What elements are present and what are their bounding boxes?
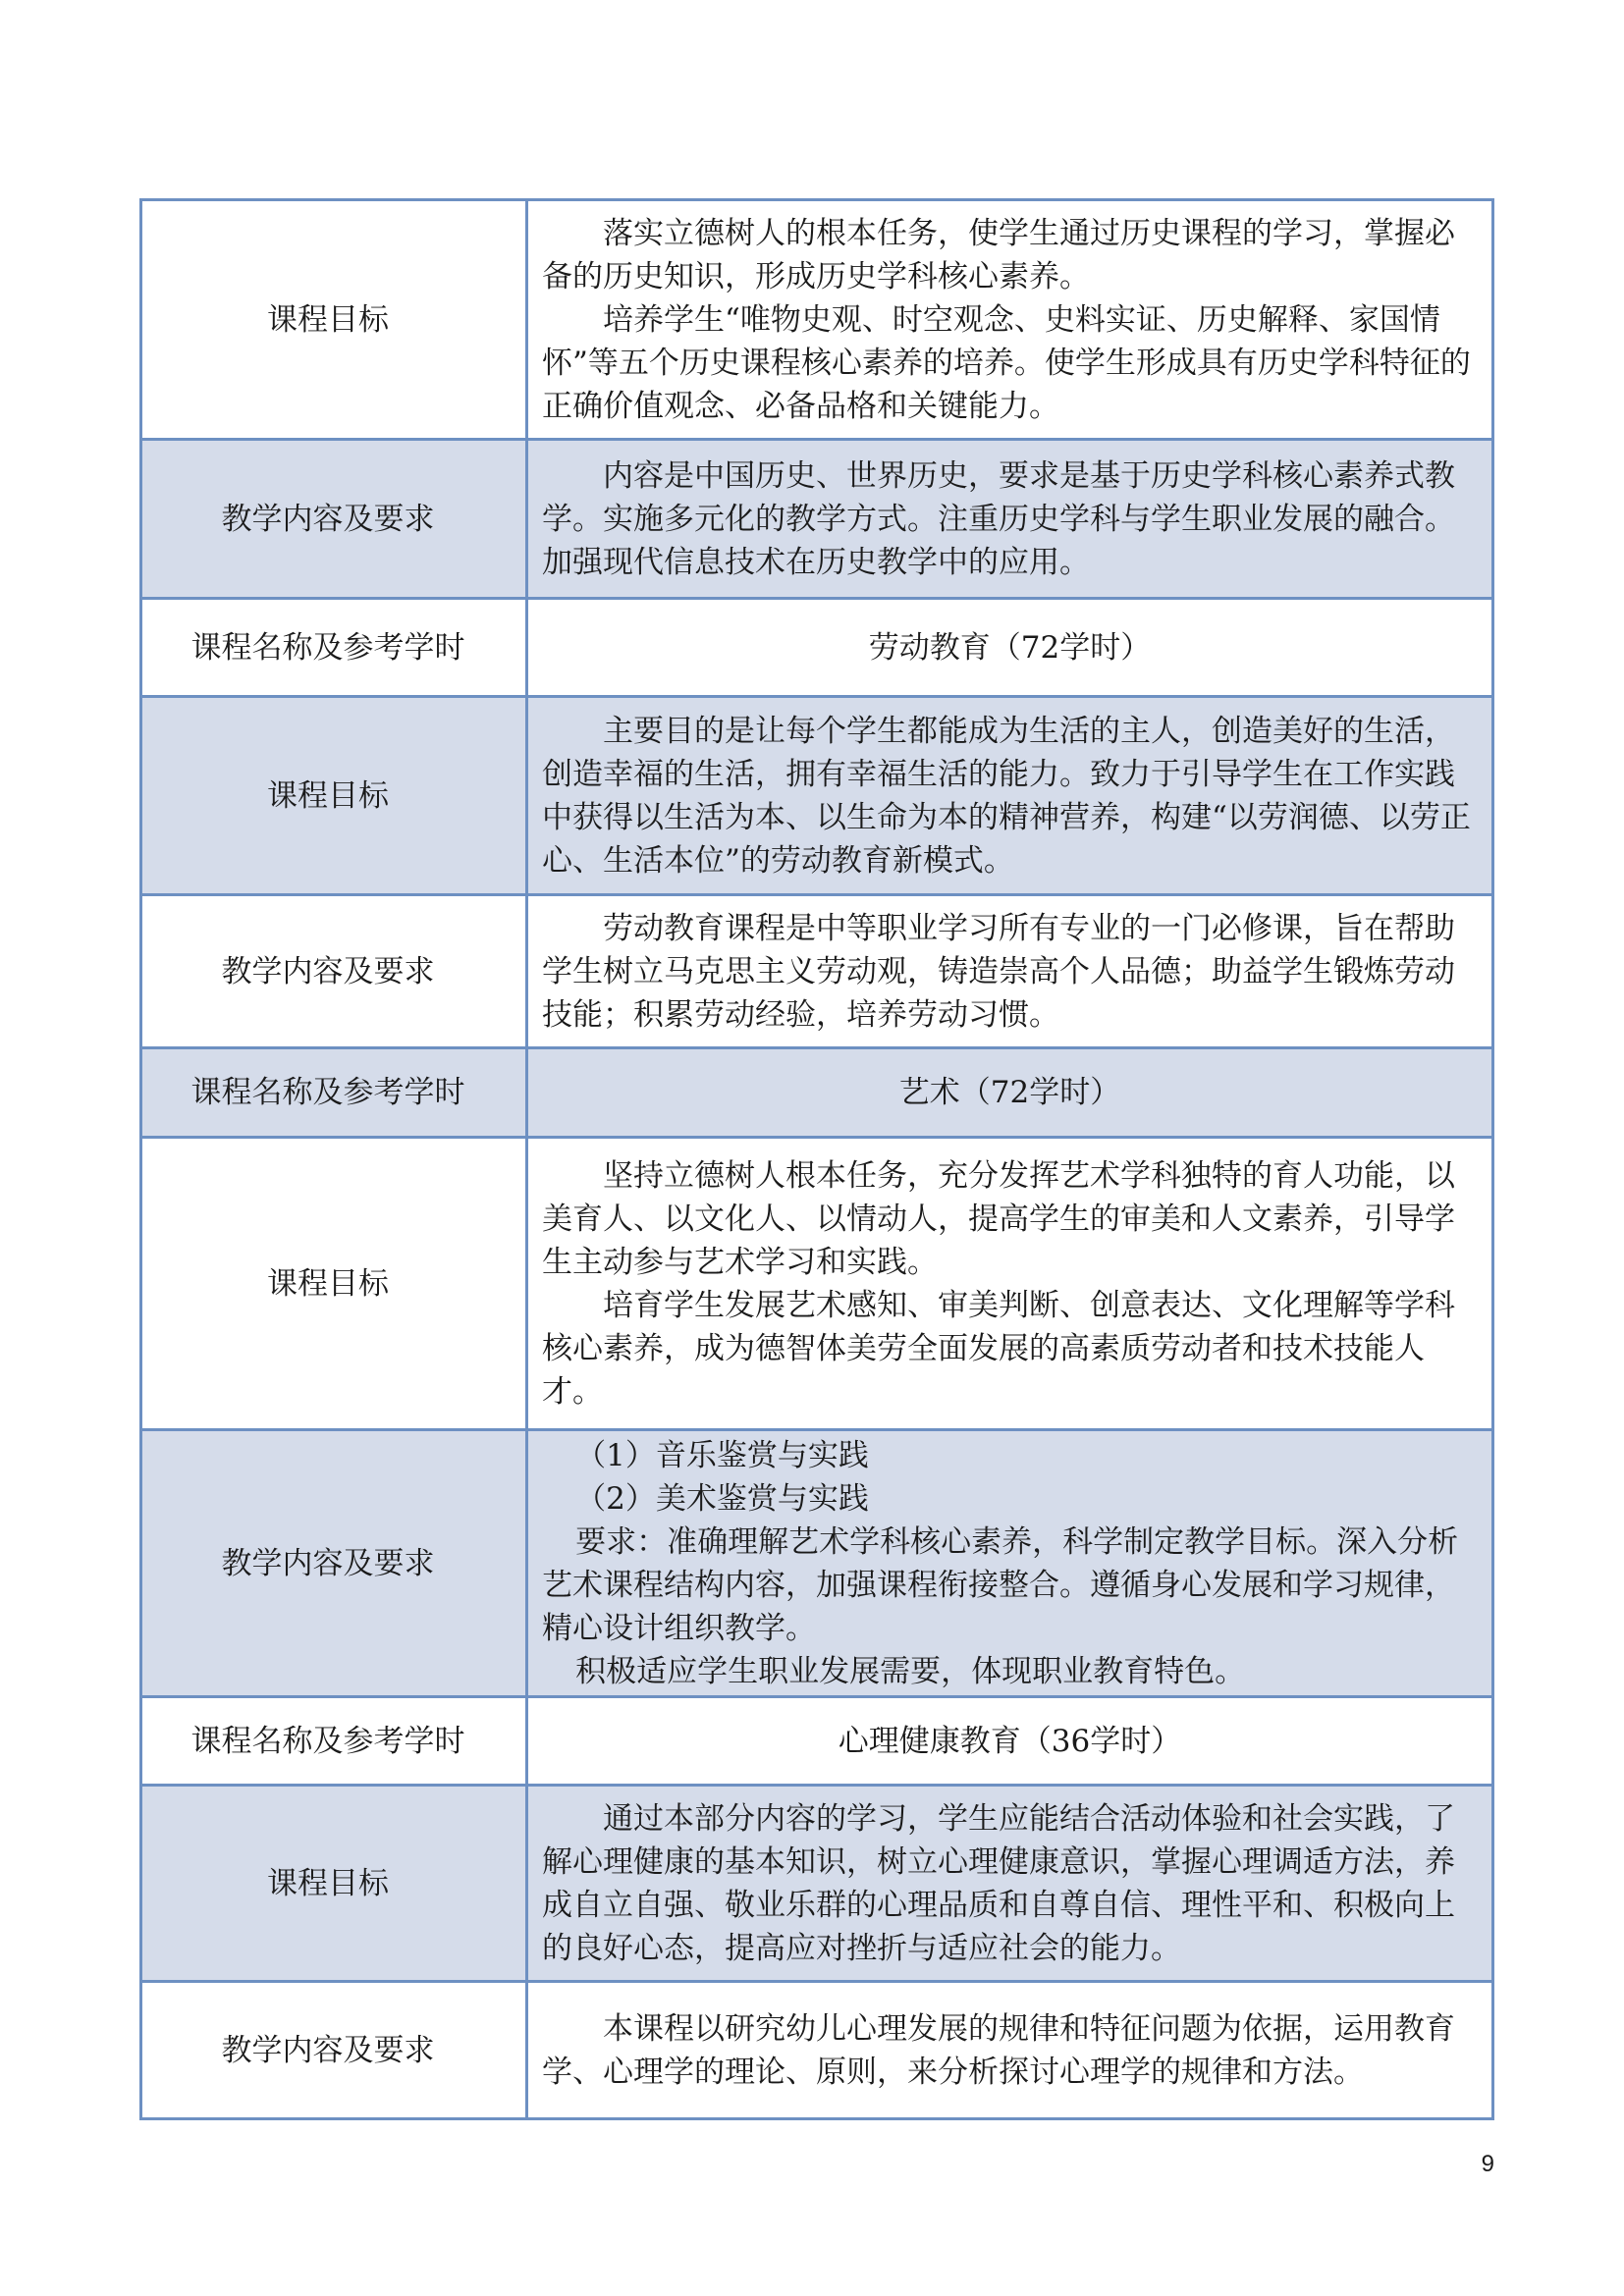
- content-paragraph: （2）美术鉴赏与实践: [575, 1480, 869, 1517]
- row-label: 课程目标: [141, 1786, 527, 1982]
- content-paragraph: 积极适应学生职业发展需要，体现职业教育特色。: [575, 1653, 1246, 1689]
- row-content: [527, 1430, 1493, 1697]
- content-paragraph: 劳动教育课程是中等职业学习所有专业的一门必修课，旨在帮助学生树立马克思主义劳动观，铸造崇高个人品德；助益学生锻炼劳动技能；积累劳动经验，培养劳动习惯。: [542, 910, 1455, 1033]
- table-row-psych-content: [141, 1982, 1493, 2119]
- row-label: 课程名称及参考学时: [141, 1048, 527, 1138]
- course-table: [139, 198, 1494, 2120]
- course-name-value: 艺术（72学时）: [527, 1048, 1493, 1138]
- content-paragraph: 要求：准确理解艺术学科核心素养，科学制定教学目标。深入分析艺术课程结构内容，加强课程衔接整合。遵循身心发展和学习规律，精心设计组织教学。: [542, 1523, 1459, 1646]
- row-content: [527, 895, 1493, 1048]
- content-paragraph: 通过本部分内容的学习，学生应能结合活动体验和社会实践，了解心理健康的基本知识，树立心理健康意识，掌握心理调适方法，养成自立自强、敬业乐群的心理品质和自尊自信、理性平和、积极向上的良好心态，提高应对挫折与适应社会的能力。: [542, 1800, 1455, 1966]
- table-row-history-content: [141, 440, 1493, 599]
- page-number: 9: [1481, 2151, 1494, 2177]
- table-row-psych-goals: [141, 1786, 1493, 1982]
- row-content: [527, 1786, 1493, 1982]
- table-row-course-name-art: [141, 1048, 1493, 1138]
- row-label: 课程名称及参考学时: [141, 599, 527, 697]
- content-paragraph: 本课程以研究幼儿心理发展的规律和特征问题为依据，运用教育学、心理学的理论、原则，来分析探讨心理学的规律和方法。: [542, 2010, 1455, 2090]
- row-label: 课程目标: [141, 1138, 527, 1430]
- row-label: 教学内容及要求: [141, 895, 527, 1048]
- table-row-labor-content: [141, 895, 1493, 1048]
- content-paragraph: 坚持立德树人根本任务，充分发挥艺术学科独特的育人功能，以美育人、以文化人、以情动人，提高学生的审美和人文素养，引导学生主动参与艺术学习和实践。: [542, 1157, 1455, 1280]
- content-paragraph: 培养学生“唯物史观、时空观念、史料实证、历史解释、家国情怀”等五个历史课程核心素养的培养。使学生形成具有历史学科特征的正确价值观念、必备品格和关键能力。: [542, 301, 1471, 424]
- course-name-value: 心理健康教育（36学时）: [527, 1697, 1493, 1786]
- table-row-history-goals: [141, 200, 1493, 440]
- row-label: 课程名称及参考学时: [141, 1697, 527, 1786]
- table-row-art-content: [141, 1430, 1493, 1697]
- row-content: [527, 200, 1493, 440]
- content-paragraph: （1）音乐鉴赏与实践: [575, 1437, 869, 1473]
- table-row-labor-goals: [141, 697, 1493, 895]
- row-label: 教学内容及要求: [141, 1430, 527, 1697]
- row-label: 教学内容及要求: [141, 440, 527, 599]
- table-row-art-goals: [141, 1138, 1493, 1430]
- table-row-course-name-psych: [141, 1697, 1493, 1786]
- row-content: [527, 697, 1493, 895]
- content-paragraph: 落实立德树人的根本任务，使学生通过历史课程的学习，掌握必备的历史知识，形成历史学科核心素养。: [542, 215, 1455, 294]
- content-paragraph: 培育学生发展艺术感知、审美判断、创意表达、文化理解等学科核心素养，成为德智体美劳全面发展的高素质劳动者和技术技能人才。: [542, 1287, 1455, 1410]
- row-label: 教学内容及要求: [141, 1982, 527, 2119]
- row-content: [527, 1138, 1493, 1430]
- content-paragraph: 内容是中国历史、世界历史，要求是基于历史学科核心素养式教学。实施多元化的教学方式。注重历史学科与学生职业发展的融合。加强现代信息技术在历史教学中的应用。: [542, 457, 1455, 580]
- row-content: [527, 1982, 1493, 2119]
- row-content: [527, 440, 1493, 599]
- row-label: 课程目标: [141, 697, 527, 895]
- content-paragraph: 主要目的是让每个学生都能成为生活的主人，创造美好的生活，创造幸福的生活，拥有幸福生活的能力。致力于引导学生在工作实践中获得以生活为本、以生命为本的精神营养，构建“以劳润德、以劳正心、生活本位”的劳动教育新模式。: [542, 713, 1471, 879]
- course-name-value: 劳动教育（72学时）: [527, 599, 1493, 697]
- row-label: 课程目标: [141, 200, 527, 440]
- table-row-course-name-labor: [141, 599, 1493, 697]
